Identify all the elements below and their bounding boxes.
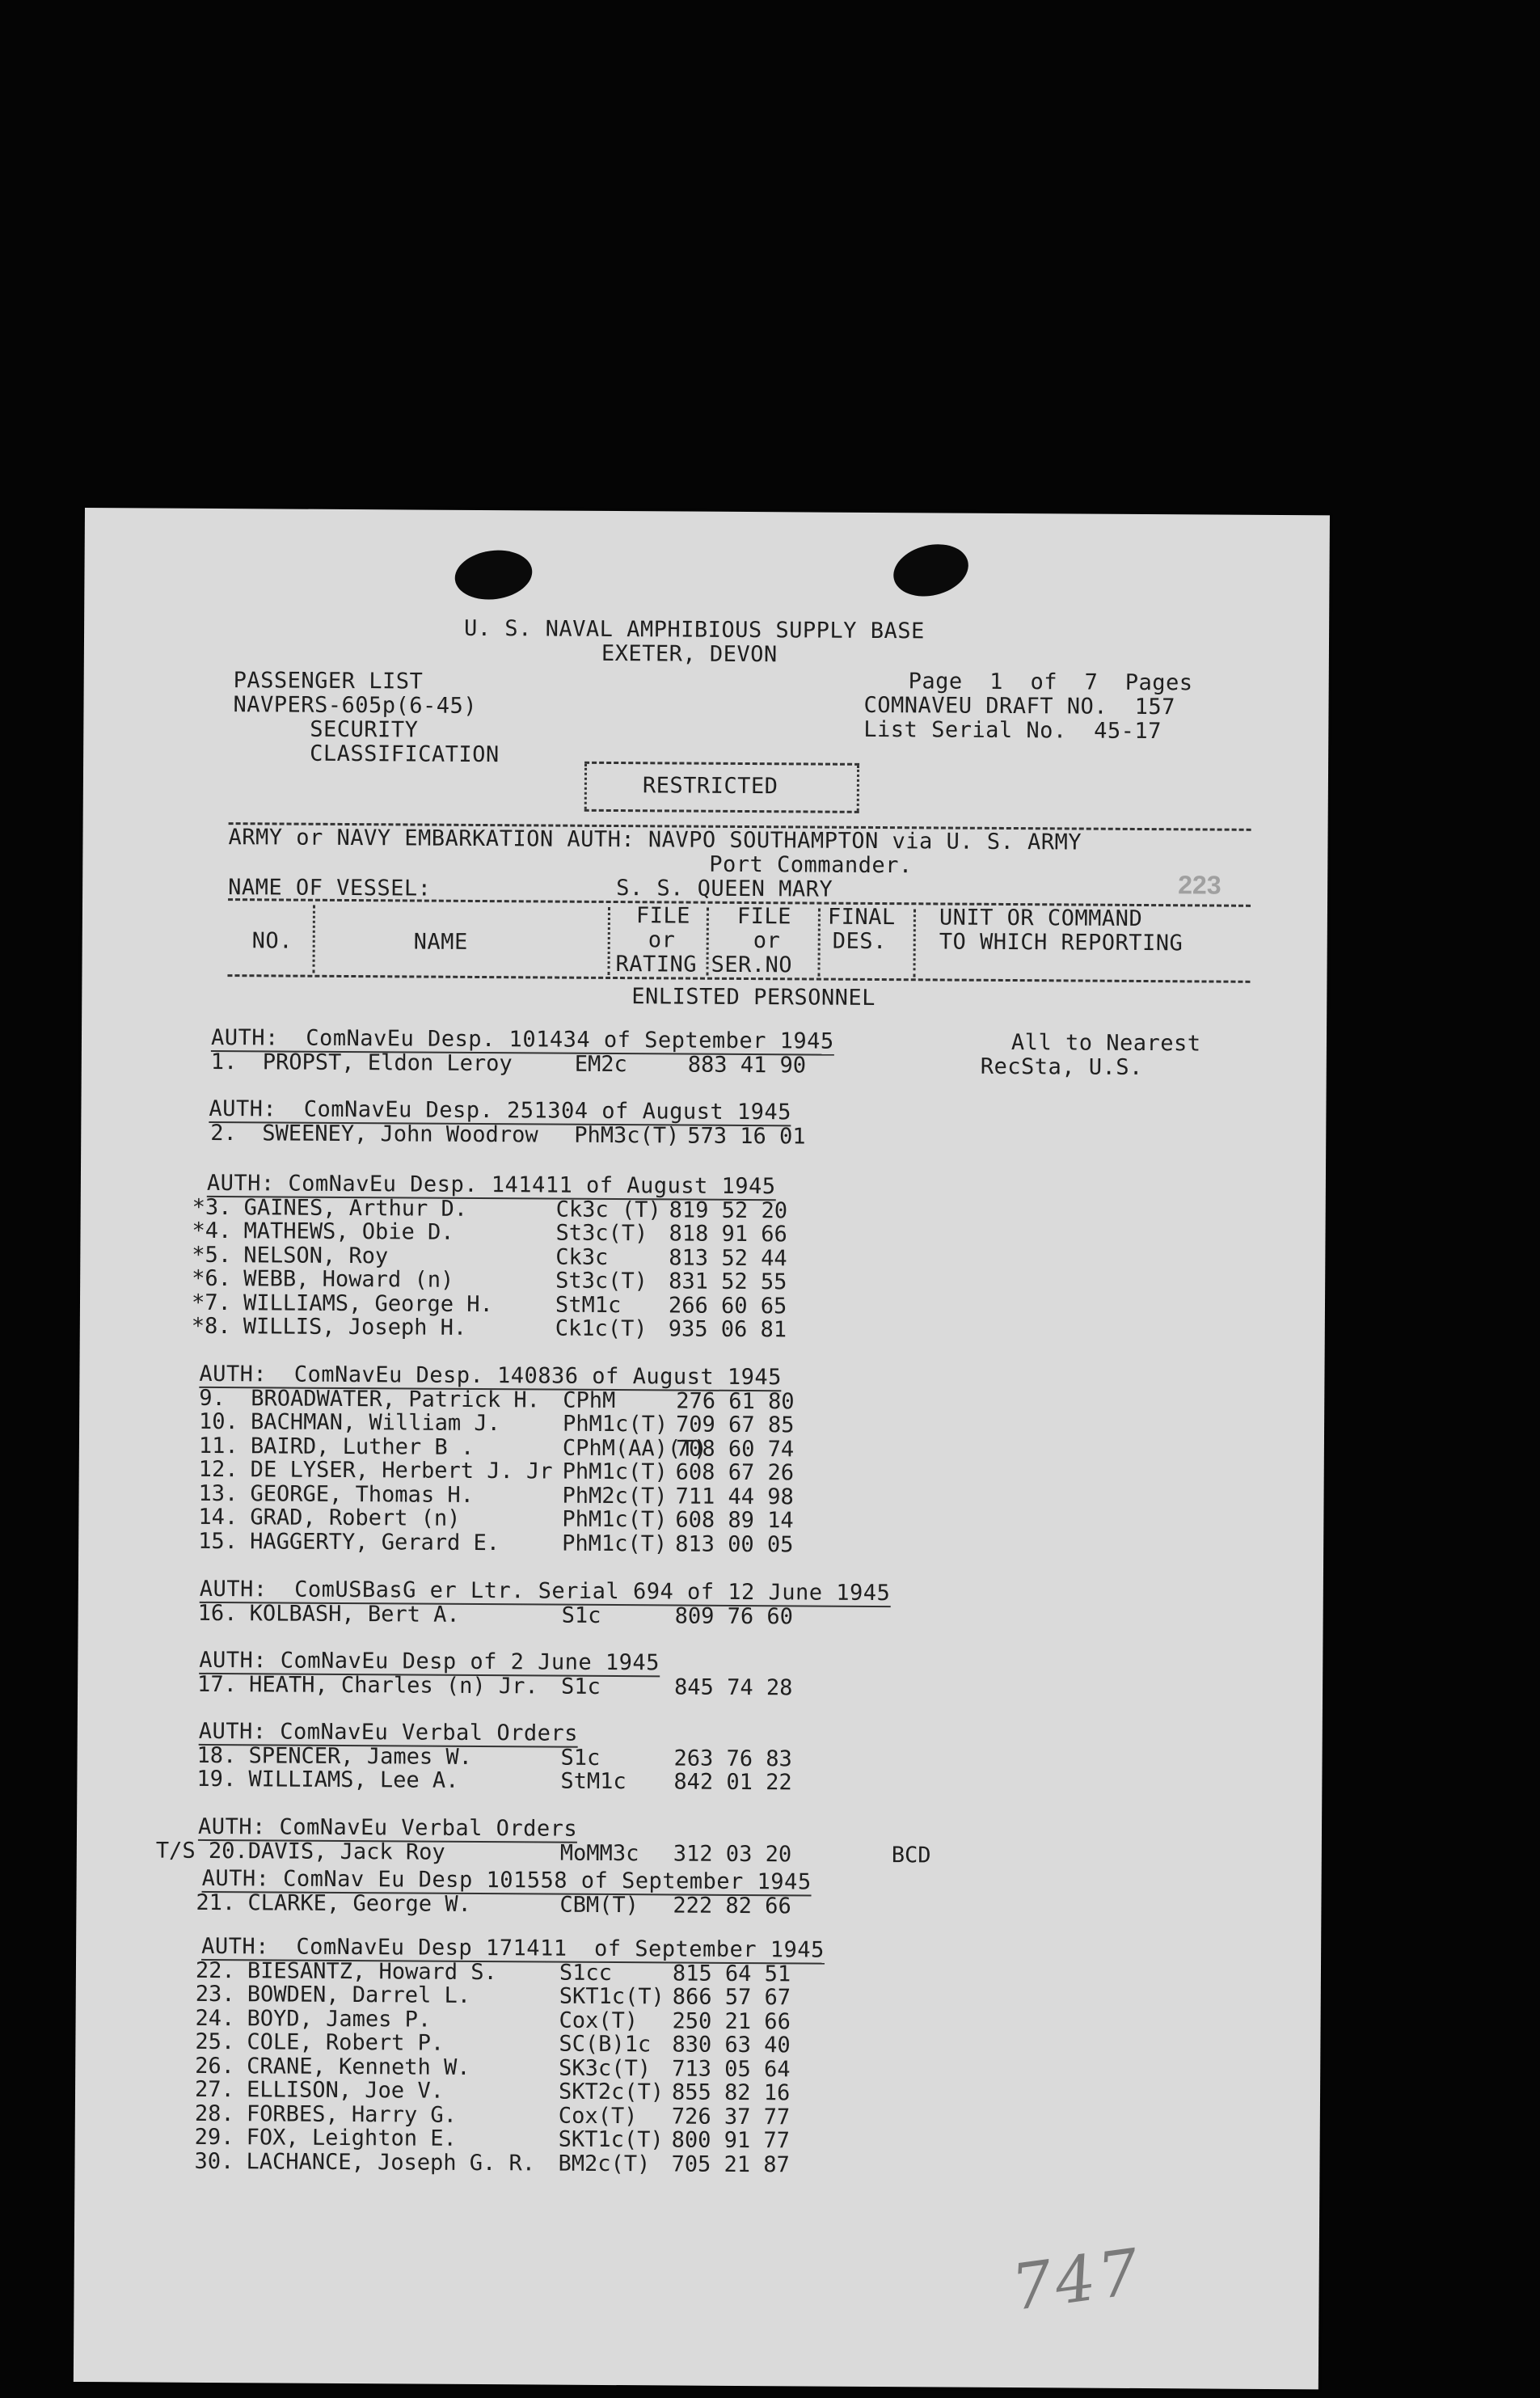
entry-name: FOX, Leighton E. — [246, 2125, 457, 2151]
col-header-file-rating-1: FILE — [635, 903, 691, 929]
entry-name: BOWDEN, Darrel L. — [247, 1982, 471, 2008]
entry-serial: 266 60 65 — [668, 1292, 787, 1319]
entry-name: GAINES, Arthur D. — [243, 1194, 468, 1222]
entry-name: MATHEWS, Obie D. — [243, 1218, 454, 1245]
handwritten-note: 747 — [1007, 2235, 1146, 2325]
entry-no: 23. — [195, 1981, 235, 2007]
entry-name: WILLIAMS, Lee A. — [248, 1767, 459, 1793]
entry-no: 2. — [210, 1120, 237, 1146]
entry-rating: SKT1c(T) — [558, 2126, 664, 2153]
entry-serial: 705 21 87 — [671, 2151, 790, 2177]
entry-no: *6. — [192, 1265, 232, 1292]
entry-no: T/S 20. — [155, 1838, 248, 1864]
security-label-2: CLASSIFICATION — [310, 741, 500, 768]
entry-serial: 800 91 77 — [671, 2127, 791, 2154]
col-separator — [312, 906, 315, 973]
entry-serial: 845 74 28 — [674, 1674, 793, 1700]
entry-rating: SKT1c(T) — [559, 1983, 665, 2010]
list-item — [197, 1672, 1006, 1701]
entry-no: *7. — [191, 1290, 231, 1315]
entry-serial: 263 76 83 — [673, 1745, 792, 1771]
entry-serial: 711 44 98 — [675, 1483, 794, 1509]
entry-name: WEBB, Howard (n) — [243, 1266, 454, 1293]
entry-serial: 250 21 66 — [672, 2007, 791, 2034]
page-indicator: Page 1 of 7 Pages — [908, 669, 1193, 696]
entry-no: 19. — [196, 1766, 237, 1792]
col-separator — [607, 907, 610, 975]
entry-rating: SC(B)1c — [559, 2031, 652, 2058]
list-item — [194, 2149, 1002, 2178]
entry-rating: MoMM3c — [559, 1840, 639, 1866]
entry-no: 15. — [198, 1528, 238, 1554]
entry-rating: CPhM(AA)(T) — [562, 1435, 707, 1462]
entry-rating: CBM(T) — [559, 1892, 639, 1918]
col-separator — [817, 909, 821, 977]
col-header-name: NAME — [413, 929, 468, 955]
form-number: NAVPERS-605p(6-45) — [233, 692, 478, 719]
entry-rating: Ck3c (T) — [555, 1197, 661, 1222]
vessel-name: S. S. QUEEN MARY — [616, 876, 833, 902]
entry-serial: 709 67 85 — [675, 1412, 795, 1438]
entry-name: WILLIS, Joseph H. — [243, 1314, 467, 1340]
entry-serial: 813 00 05 — [675, 1530, 794, 1557]
auth-line: AUTH: ComNavEu Verbal Orders — [197, 1813, 578, 1842]
entry-rating: EM2c — [574, 1051, 627, 1077]
entry-name: DE LYSER, Herbert J. Jr — [250, 1457, 553, 1484]
header-base-name: U. S. NAVAL AMPHIBIOUS SUPPLY BASE — [464, 615, 925, 644]
list-serial-number: List Serial No. 45-17 — [863, 716, 1162, 745]
entry-no: 25. — [195, 2029, 235, 2055]
entry-name: CRANE, Kenneth W. — [247, 2053, 470, 2080]
entry-rating: BM2c(T) — [558, 2151, 651, 2176]
entry-name: KOLBASH, Bert A. — [249, 1600, 460, 1628]
embarkation-authority-cont: Port Commander. — [709, 851, 913, 879]
entry-serial: 831 52 55 — [669, 1269, 787, 1295]
entry-no: 28. — [194, 2100, 234, 2126]
list-item — [196, 1890, 1004, 1919]
auth-line: AUTH: ComNavEu Desp of 2 June 1945 — [199, 1647, 660, 1676]
entry-name: BROADWATER, Patrick H. — [251, 1385, 540, 1412]
entry-name: CLARKE, George W. — [247, 1889, 471, 1917]
auth-line: AUTH: ComUSBasG er Ltr. Serial 694 of 12 June 1945 — [199, 1576, 891, 1606]
entry-serial: 855 82 16 — [671, 2079, 791, 2106]
security-label-1: SECURITY — [310, 716, 419, 743]
vessel-label: NAME OF VESSEL: — [228, 875, 432, 901]
entry-name: DAVIS, Jack Roy — [247, 1838, 445, 1865]
entry-no: 13. — [198, 1480, 238, 1506]
list-item — [192, 1315, 1000, 1344]
auth-line: AUTH: ComNav Eu Desp 101558 of September 1945 — [201, 1865, 812, 1895]
entry-no: 29. — [194, 2124, 234, 2151]
entry-no: 11. — [198, 1433, 238, 1459]
classification-label: RESTRICTED — [642, 773, 778, 800]
punch-hole-right — [888, 537, 974, 603]
entry-rating: StM1c — [560, 1768, 627, 1795]
col-header-unit-1: UNIT OR COMMAND — [939, 905, 1143, 932]
entry-no: 17. — [197, 1671, 237, 1697]
entry-serial: 276 61 80 — [676, 1387, 795, 1414]
col-header-final-des-2: DES. — [832, 928, 887, 955]
entry-no: 1. — [210, 1049, 238, 1074]
entry-rating: St3c(T) — [555, 1268, 648, 1294]
entry-name: FORBES, Harry G. — [246, 2100, 458, 2128]
entry-rating: PhM1c(T) — [562, 1506, 668, 1533]
entry-serial: 726 37 77 — [671, 2103, 791, 2130]
entry-name: GEORGE, Thomas H. — [250, 1480, 474, 1508]
entry-no: 24. — [195, 2005, 235, 2031]
col-header-no: NO. — [251, 928, 293, 954]
entry-rating: SK3c(T) — [559, 2055, 652, 2081]
entry-serial: 608 67 26 — [675, 1459, 795, 1486]
col-header-unit-2: TO WHICH REPORTING — [939, 929, 1183, 956]
entry-serial: 818 91 66 — [669, 1221, 787, 1248]
entry-rating: S1cc — [559, 1960, 613, 1986]
entry-serial: 883 41 90 — [687, 1052, 807, 1078]
entry-name: SWEENEY, John Woodrow — [262, 1120, 538, 1147]
entry-serial: 312 03 20 — [673, 1840, 792, 1867]
col-header-file-ser-2: or — [753, 928, 781, 954]
destination-note-2: RecSta, U.S. — [980, 1053, 1143, 1081]
entry-serial: 608 89 14 — [675, 1507, 794, 1534]
entry-no: 26. — [195, 2053, 235, 2079]
auth-line: AUTH: ComNavEu Desp. 140836 of August 1945 — [199, 1361, 783, 1391]
list-item — [198, 1529, 1006, 1558]
stamp-number: 223 — [1178, 870, 1221, 900]
document-page — [74, 508, 1330, 2389]
entry-name: SPENCER, James W. — [248, 1742, 473, 1770]
entry-extra: BCD — [891, 1842, 931, 1868]
list-item — [196, 1767, 1005, 1796]
entry-rating: Ck3c — [555, 1244, 609, 1270]
draft-number: COMNAVEU DRAFT NO. 157 — [863, 692, 1175, 720]
list-item — [210, 1121, 1019, 1150]
entry-name: ELLISON, Joe V. — [246, 2077, 444, 2104]
entry-rating: PhM2c(T) — [562, 1483, 668, 1509]
entry-name: WILLIAMS, George H. — [243, 1290, 493, 1317]
col-separator — [913, 909, 916, 977]
entry-no: 21. — [196, 1889, 236, 1915]
entry-rating: PhM1c(T) — [562, 1411, 669, 1438]
col-header-file-ser-1: FILE — [736, 903, 792, 930]
entry-no: 12. — [198, 1456, 238, 1483]
entry-no: 10. — [199, 1408, 238, 1435]
section-title: ENLISTED PERSONNEL — [631, 984, 876, 1011]
entry-serial: 573 16 01 — [687, 1123, 806, 1149]
entry-no: 9. — [199, 1385, 226, 1411]
entry-no: 16. — [197, 1600, 238, 1626]
entry-serial: 815 64 51 — [672, 1960, 791, 1986]
form-title: PASSENGER LIST — [233, 668, 424, 694]
entry-no: 27. — [194, 2076, 234, 2103]
auth-line: AUTH: ComNavEu Desp. 101434 of September 1945 — [210, 1024, 834, 1054]
entry-serial: 809 76 60 — [674, 1602, 794, 1629]
auth-line: AUTH: ComNavEu Desp. 251304 of August 1945 — [209, 1096, 792, 1125]
entry-no: 22. — [195, 1957, 235, 1983]
header-location: EXETER, DEVON — [601, 640, 778, 668]
entry-name: COLE, Robert P. — [247, 2029, 445, 2056]
entry-rating: Cox(T) — [558, 2103, 638, 2129]
classification-box — [584, 762, 859, 813]
entry-no: *5. — [192, 1242, 232, 1268]
entry-name: LACHANCE, Joseph G. R. — [246, 2148, 536, 2176]
entry-rating: Cox(T) — [559, 2007, 639, 2033]
auth-line: AUTH: ComNavEu Desp 171411 of September 1945 — [201, 1933, 825, 1963]
entry-serial: 819 52 20 — [669, 1197, 788, 1223]
list-item — [198, 1601, 1006, 1630]
col-separator — [706, 908, 709, 976]
entry-name: BACHMAN, William J. — [251, 1409, 501, 1437]
entry-rating: PhM3c(T) — [574, 1122, 680, 1149]
entry-rating: CPhM — [563, 1387, 616, 1413]
entry-rating: Ck1c(T) — [555, 1315, 648, 1342]
entry-name: HEATH, Charles (n) Jr. — [249, 1671, 538, 1699]
entry-name: NELSON, Roy — [243, 1242, 389, 1269]
entry-no: 30. — [194, 2148, 234, 2174]
entry-no: 18. — [196, 1742, 237, 1768]
punch-hole-left — [452, 546, 535, 604]
entry-name: HAGGERTY, Gerard E. — [250, 1528, 500, 1556]
entry-serial: 713 05 64 — [672, 2055, 791, 2082]
entry-rating: StM1c — [555, 1292, 622, 1318]
entry-serial: 813 52 44 — [669, 1244, 787, 1271]
entry-rating: PhM1c(T) — [562, 1459, 668, 1485]
entry-serial: 830 63 40 — [672, 2032, 791, 2058]
entry-rating: S1c — [560, 1745, 601, 1771]
auth-line: AUTH: ComNavEu Verbal Orders — [198, 1718, 579, 1746]
entry-rating: St3c(T) — [555, 1220, 648, 1247]
entry-no: *8. — [191, 1313, 231, 1340]
auth-line: AUTH: ComNavEu Desp. 141411 of August 1945 — [206, 1170, 776, 1200]
destination-note-1: All to Nearest — [1010, 1030, 1201, 1057]
list-item — [155, 1838, 1005, 1868]
entry-rating: S1c — [561, 1602, 601, 1628]
entry-serial: 935 06 81 — [668, 1316, 787, 1343]
entry-rating: PhM1c(T) — [562, 1530, 668, 1556]
entry-rating: SKT2c(T) — [558, 2079, 665, 2105]
col-header-file-rating-3: RATING — [615, 952, 698, 977]
entry-name: PROPST, Eldon Leroy — [262, 1049, 513, 1076]
entry-name: BAIRD, Luther B . — [250, 1433, 475, 1460]
entry-serial: 842 01 22 — [673, 1769, 792, 1796]
embarkation-authority: ARMY or NAVY EMBARKATION AUTH: NAVPO SOUTHAMPTON via U. S. ARMY — [228, 825, 1082, 855]
entry-name: GRAD, Robert (n) — [250, 1505, 461, 1531]
entry-no: 14. — [198, 1504, 238, 1530]
col-header-file-ser-3: SER.NO — [711, 952, 793, 978]
entry-name: BOYD, James P. — [247, 2005, 432, 2033]
list-item — [211, 1049, 1019, 1079]
entry-serial: 866 57 67 — [672, 1984, 791, 2011]
entry-serial: 222 82 66 — [673, 1892, 791, 1919]
col-header-final-des-1: FINAL — [827, 904, 896, 931]
col-header-file-rating-2: or — [648, 927, 676, 953]
entry-name: BIESANTZ, Howard S. — [247, 1957, 497, 1985]
entry-serial: 708 60 74 — [675, 1435, 795, 1462]
entry-no: *3. — [192, 1194, 232, 1220]
entry-no: *4. — [192, 1218, 232, 1244]
entry-rating: S1c — [561, 1674, 601, 1699]
